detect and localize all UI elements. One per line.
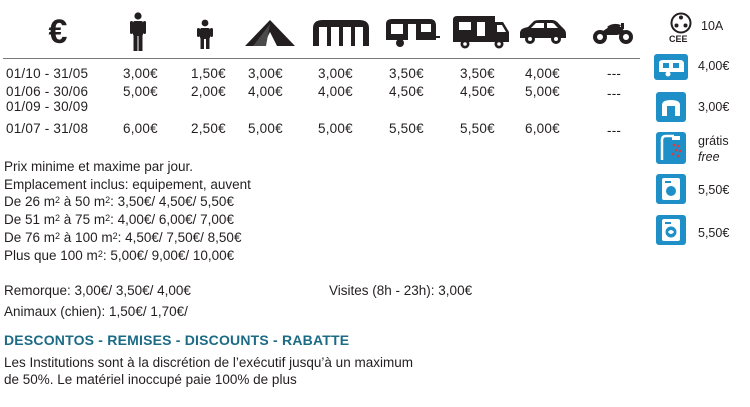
shower-value: grátis (698, 134, 729, 148)
washing-machine-icon (656, 174, 686, 204)
car-icon (518, 12, 568, 52)
period-cell: 01/07 - 31/08 (6, 121, 89, 136)
electricity-value: 10A (701, 19, 724, 33)
large-tent-price: 5,00€ (318, 121, 353, 136)
shower-icon (656, 132, 686, 164)
period-cell-secondary: 01/09 - 30/09 (6, 99, 89, 114)
note-visits: Visites (8h - 23h): 3,00€ (329, 283, 473, 298)
note-size-51-75: De 51 $m^2$ à 75 $m^2$: 4,00€/ 6,00€/ 7,00€ (4, 212, 234, 227)
euro-icon: € (48, 12, 68, 51)
large-tent-price: 4,00€ (318, 84, 353, 99)
motorcycle-price: --- (607, 66, 622, 81)
note-size-over-100: Plus que 100 $m^2$: 5,00€/ 9,00€/ 10,00€ (4, 248, 235, 263)
motorhome-price: 3,50€ (460, 66, 495, 81)
cee-badge: CEE (669, 34, 688, 44)
tent-price: 3,00€ (248, 66, 283, 81)
tent-storage-icon (656, 92, 686, 122)
note-size-76-100: De 76 $m^2$ à 100 $m^2$: 4,50€/ 7,50€/ 8,50€ (4, 230, 242, 245)
car-price: 6,00€ (525, 121, 560, 136)
motorcycle-price: --- (607, 123, 622, 138)
caravan-price: 5,50€ (389, 121, 424, 136)
dryer-icon (656, 215, 686, 245)
electricity-icon (666, 12, 696, 46)
motorhome-price: 4,50€ (460, 84, 495, 99)
caravan-storage-icon (654, 54, 688, 80)
tent-icon (242, 12, 298, 52)
period-cell: 01/10 - 31/05 (6, 66, 89, 81)
discounts-line-2: de 50%. Le matériel inoccupé paie 100% de plus (4, 372, 297, 387)
tent-price: 4,00€ (248, 84, 283, 99)
child-price: 2,00€ (191, 84, 226, 99)
large-tent-icon (311, 12, 371, 52)
washing-machine-value: 5,50€ (698, 183, 730, 197)
caravan-price: 4,50€ (389, 84, 424, 99)
child-price: 2,50€ (191, 121, 226, 136)
note-included: Emplacement inclus: equipement, auvent (4, 177, 251, 192)
adult-icon (126, 12, 150, 52)
motorhome-icon (451, 12, 511, 52)
child-price: 1,50€ (191, 66, 226, 81)
child-icon (194, 12, 216, 52)
header-divider (3, 58, 640, 59)
motorcycle-icon (591, 12, 635, 52)
caravan-icon (384, 12, 440, 52)
discounts-heading: DESCONTOS - REMISES - DISCOUNTS - RABATTE (4, 332, 350, 348)
large-tent-price: 3,00€ (318, 66, 353, 81)
adult-price: 5,00€ (123, 84, 158, 99)
note-trailer: Remorque: 3,00€/ 3,50€/ 4,00€ (4, 283, 191, 298)
note-min-max: Prix minime et maxime par jour. (4, 159, 194, 174)
dryer-value: 5,50€ (698, 226, 730, 240)
tent-storage-value: 3,00€ (698, 100, 730, 114)
note-pets: Animaux (chien): 1,50€/ 1,70€/ (4, 304, 188, 319)
note-size-26-50: De 26 $m^2$ à 50 $m^2$: 3,50€/ 4,50€/ 5,50€ (4, 194, 234, 209)
tent-price: 5,00€ (248, 121, 283, 136)
car-price: 4,00€ (525, 66, 560, 81)
discounts-line-1: Les Institutions sont à la discrétion de l’exécutif jusqu’à un maximum (4, 355, 413, 370)
adult-price: 3,00€ (123, 66, 158, 81)
period-cell: 01/06 - 30/06 (6, 84, 89, 99)
caravan-price: 3,50€ (389, 66, 424, 81)
caravan-storage-value: 4,00€ (698, 59, 730, 73)
shower-value-free: free (698, 150, 720, 164)
motorhome-price: 5,50€ (460, 121, 495, 136)
motorcycle-price: --- (607, 86, 622, 101)
car-price: 5,00€ (525, 84, 560, 99)
adult-price: 6,00€ (123, 121, 158, 136)
